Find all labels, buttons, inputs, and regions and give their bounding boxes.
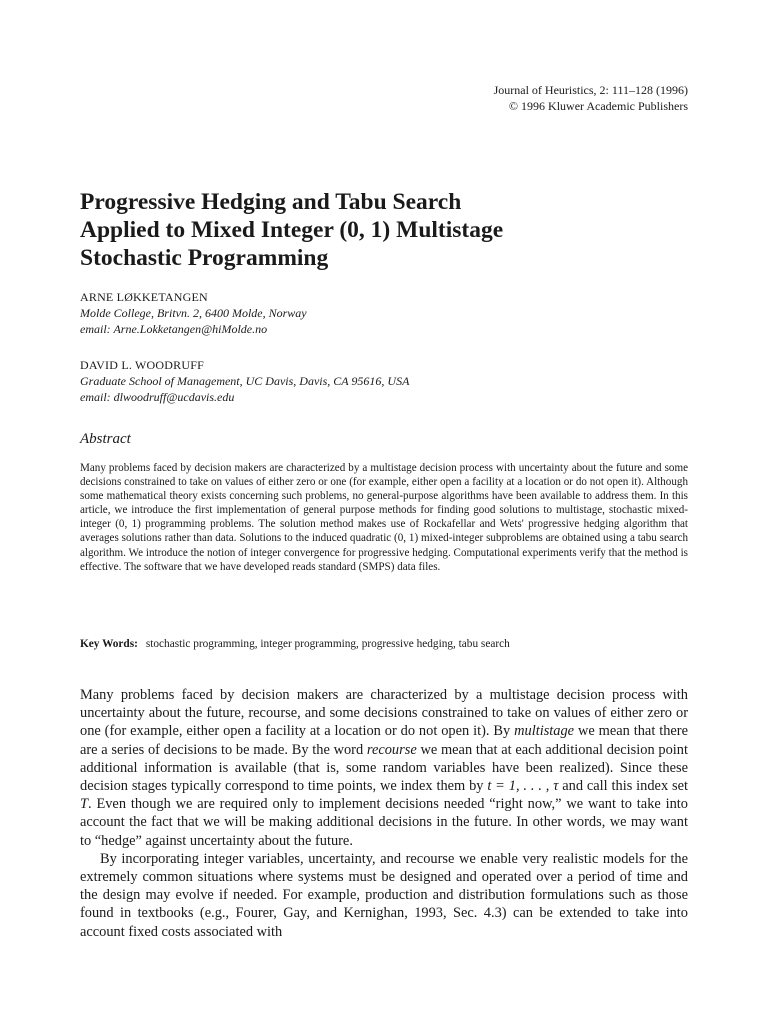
author-email: email: dlwoodruff@ucdavis.edu bbox=[80, 390, 235, 404]
paper-title bbox=[80, 188, 680, 272]
emphasis-term: multistage bbox=[514, 723, 575, 740]
math-expression: T bbox=[80, 796, 89, 813]
author-email: email: Arne.Lokketangen@hiMolde.no bbox=[80, 322, 268, 336]
journal-header bbox=[494, 82, 688, 114]
copyright-notice: © 1996 Kluwer Academic Publishers bbox=[508, 99, 688, 113]
title-line: Stochastic Programming bbox=[80, 245, 329, 271]
author-name: DAVID L. WOODRUFF bbox=[80, 358, 204, 372]
emphasis-term: recourse bbox=[366, 741, 417, 758]
abstract-text: Many problems faced by decision makers are characterized by a multistage decision process with uncertainty about the future and some decisions constrained to take on values of either zero or one (for example, either open a facility at a location or do not open it). Although some mathematical theory exists concerning such problems, no general-purpose algorithms have been available to address them. In this article, we introduce the first implementation of general purpose methods for finding good solutions to multistage, stochastic mixed-integer (0, 1) programming problems. The solution method makes use of Rockafellar and Wets' progressive hedging algorithm that averages solutions rather than data. Solutions to the induced quadratic (0, 1) mixed-integer subproblems are obtained using a tabu search algorithm. We introduce the notion of integer convergence for progressive hedging. Computational experiments verify that the method is effective. The software that we have developed reads standard (SMPS) data files. bbox=[80, 462, 688, 573]
title-line: Applied to Mixed Integer (0, 1) Multistage bbox=[80, 217, 504, 243]
keywords-label: Key Words: bbox=[80, 638, 138, 650]
author-affiliation: Molde College, Britvn. 2, 6400 Molde, Norway bbox=[80, 306, 307, 320]
body-paragraph: By incorporating integer variables, uncertainty, and recourse we enable very realistic models for the extremely common situations where systems must be designed and operated over a period of time and the design may evolve if needed. For example, production and distribution formulations such as those found in textbooks (e.g., Fourer, Gay, and Kernighan, 1993, Sec. 4.3) can be extended to take into account fixed costs associated with bbox=[80, 850, 688, 940]
author-name: ARNE LØKKETANGEN bbox=[80, 290, 208, 304]
title-line: Progressive Hedging and Tabu Search bbox=[80, 189, 462, 215]
journal-citation: Journal of Heuristics, 2: 111–128 (1996) bbox=[493, 83, 688, 97]
math-expression: t = 1, . . . , τ bbox=[487, 778, 559, 795]
body-paragraph: Many problems faced by decision makers are characterized by a multistage decision process with uncertainty about the future, recourse, and some decisions constrained to take on values of either zero or one (for example, either open a facility at a location or do not open it). By multistage we mean that there are a series of decisions to be made. By the word recourse we mean that at each additional decision point additional information is available (that is, some random variables have been realized). Since these decision stages typically correspond to time points, we index them by t = 1, . . . , τ and call this index set T. Even though we are required only to implement decisions needed “right now,” we want to take into account the fact that we will be making additional decisions in the future. In other words, we may want to “hedge” against uncertainty about the future. bbox=[80, 687, 688, 849]
author-block bbox=[80, 289, 307, 337]
keywords-list: stochastic programming, integer programming, progressive hedging, tabu search bbox=[145, 638, 510, 650]
abstract-heading: Abstract bbox=[80, 431, 131, 447]
keywords bbox=[80, 637, 510, 651]
author-block bbox=[80, 357, 409, 405]
body-text bbox=[80, 686, 688, 941]
author-affiliation: Graduate School of Management, UC Davis, Davis, CA 95616, USA bbox=[80, 374, 410, 388]
